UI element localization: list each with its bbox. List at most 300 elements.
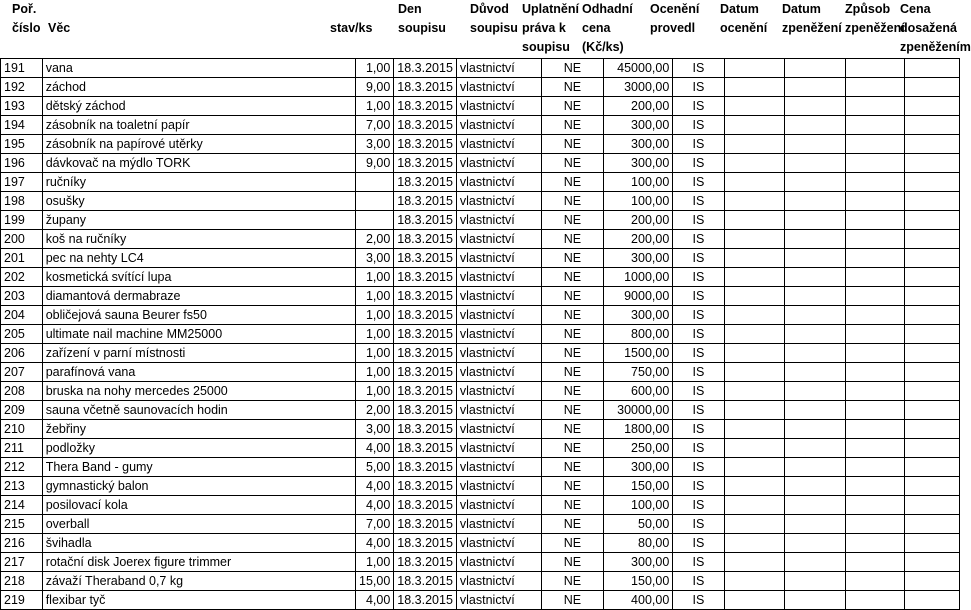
cell-name: Thera Band - gumy: [42, 458, 355, 477]
cell-name: overball: [42, 515, 355, 534]
table-row: [1, 78, 960, 97]
cell-reason: vlastnictví: [456, 553, 541, 572]
cell-qty: 4,00: [356, 591, 394, 610]
cell-price: 300,00: [603, 306, 673, 325]
cell-empty: [904, 591, 959, 610]
cell-reason: vlastnictví: [456, 325, 541, 344]
cell-is: IS: [673, 59, 724, 78]
cell-n: 202: [1, 268, 43, 287]
cell-empty: [846, 477, 905, 496]
cell-name: župany: [42, 211, 355, 230]
cell-empty: [785, 211, 846, 230]
cell-n: 200: [1, 230, 43, 249]
cell-reason: vlastnictví: [456, 458, 541, 477]
cell-is: IS: [673, 439, 724, 458]
cell-empty: [846, 458, 905, 477]
cell-empty: [785, 553, 846, 572]
table-row: [1, 173, 960, 192]
cell-name: sauna včetně saunovacích hodin: [42, 401, 355, 420]
cell-is: IS: [673, 382, 724, 401]
table-row: [1, 59, 960, 78]
cell-empty: [846, 154, 905, 173]
cell-date: 18.3.2015: [394, 534, 457, 553]
cell-empty: [904, 135, 959, 154]
cell-empty: [785, 249, 846, 268]
cell-date: 18.3.2015: [394, 344, 457, 363]
cell-n: 193: [1, 97, 43, 116]
cell-empty: [846, 211, 905, 230]
cell-empty: [904, 344, 959, 363]
cell-reason: vlastnictví: [456, 249, 541, 268]
table-row: [1, 363, 960, 382]
cell-n: 191: [1, 59, 43, 78]
cell-ne: NE: [542, 306, 603, 325]
cell-qty: 1,00: [356, 344, 394, 363]
cell-reason: vlastnictví: [456, 591, 541, 610]
table-row: [1, 439, 960, 458]
cell-empty: [724, 591, 785, 610]
cell-ne: NE: [542, 572, 603, 591]
cell-price: 1800,00: [603, 420, 673, 439]
column-header-line: cena: [582, 21, 611, 35]
cell-is: IS: [673, 211, 724, 230]
cell-ne: NE: [542, 477, 603, 496]
cell-name: záchod: [42, 78, 355, 97]
cell-n: 198: [1, 192, 43, 211]
cell-reason: vlastnictví: [456, 211, 541, 230]
cell-empty: [904, 173, 959, 192]
table-row: [1, 287, 960, 306]
cell-reason: vlastnictví: [456, 363, 541, 382]
cell-empty: [846, 230, 905, 249]
cell-ne: NE: [542, 439, 603, 458]
cell-empty: [724, 211, 785, 230]
cell-empty: [904, 116, 959, 135]
cell-price: 150,00: [603, 572, 673, 591]
cell-price: 300,00: [603, 135, 673, 154]
cell-date: 18.3.2015: [394, 154, 457, 173]
cell-qty: 7,00: [356, 116, 394, 135]
cell-empty: [904, 401, 959, 420]
cell-is: IS: [673, 116, 724, 135]
cell-name: dětský záchod: [42, 97, 355, 116]
cell-name: bruska na nohy mercedes 25000: [42, 382, 355, 401]
cell-qty: 3,00: [356, 249, 394, 268]
table-row: [1, 515, 960, 534]
cell-date: 18.3.2015: [394, 211, 457, 230]
cell-empty: [724, 59, 785, 78]
table-row: [1, 97, 960, 116]
cell-date: 18.3.2015: [394, 363, 457, 382]
cell-empty: [846, 135, 905, 154]
cell-empty: [846, 268, 905, 287]
cell-price: 3000,00: [603, 78, 673, 97]
cell-name: osušky: [42, 192, 355, 211]
cell-n: 210: [1, 420, 43, 439]
cell-ne: NE: [542, 249, 603, 268]
cell-n: 205: [1, 325, 43, 344]
cell-n: 212: [1, 458, 43, 477]
cell-qty: 1,00: [356, 97, 394, 116]
cell-qty: [356, 192, 394, 211]
table-row: [1, 268, 960, 287]
cell-is: IS: [673, 154, 724, 173]
cell-reason: vlastnictví: [456, 97, 541, 116]
cell-empty: [904, 553, 959, 572]
column-header-line: Poř.: [12, 2, 37, 16]
cell-empty: [904, 420, 959, 439]
cell-n: 209: [1, 401, 43, 420]
table-row: [1, 211, 960, 230]
cell-empty: [846, 78, 905, 97]
cell-empty: [846, 420, 905, 439]
cell-empty: [785, 325, 846, 344]
cell-price: 750,00: [603, 363, 673, 382]
cell-empty: [904, 211, 959, 230]
cell-name: diamantová dermabraze: [42, 287, 355, 306]
cell-empty: [724, 249, 785, 268]
cell-empty: [846, 515, 905, 534]
cell-qty: 4,00: [356, 439, 394, 458]
cell-ne: NE: [542, 325, 603, 344]
cell-empty: [904, 59, 959, 78]
cell-ne: NE: [542, 116, 603, 135]
cell-empty: [846, 249, 905, 268]
column-header-odhadni: [582, 0, 633, 57]
cell-n: 216: [1, 534, 43, 553]
cell-empty: [785, 439, 846, 458]
cell-price: 45000,00: [603, 59, 673, 78]
column-header-line: [330, 0, 372, 19]
cell-qty: [356, 173, 394, 192]
cell-ne: NE: [542, 135, 603, 154]
cell-ne: NE: [542, 534, 603, 553]
cell-empty: [846, 344, 905, 363]
cell-empty: [724, 135, 785, 154]
cell-date: 18.3.2015: [394, 591, 457, 610]
cell-is: IS: [673, 363, 724, 382]
cell-reason: vlastnictví: [456, 515, 541, 534]
column-header-line: dosažená: [900, 21, 957, 35]
cell-empty: [724, 230, 785, 249]
cell-empty: [904, 154, 959, 173]
cell-name: flexibar tyč: [42, 591, 355, 610]
cell-price: 300,00: [603, 249, 673, 268]
column-header-line: soupisu: [398, 21, 446, 35]
cell-price: 1000,00: [603, 268, 673, 287]
cell-empty: [904, 572, 959, 591]
cell-empty: [724, 382, 785, 401]
cell-price: 100,00: [603, 496, 673, 515]
table-row: [1, 496, 960, 515]
cell-empty: [904, 287, 959, 306]
cell-is: IS: [673, 420, 724, 439]
cell-qty: 1,00: [356, 268, 394, 287]
column-header-line: ocenění: [720, 21, 768, 35]
cell-name: zařízení v parní místnosti: [42, 344, 355, 363]
cell-empty: [904, 249, 959, 268]
column-header-line: Odhadní: [582, 2, 633, 16]
cell-reason: vlastnictví: [456, 230, 541, 249]
cell-price: 100,00: [603, 173, 673, 192]
cell-n: 215: [1, 515, 43, 534]
cell-ne: NE: [542, 154, 603, 173]
column-header-line: Cena: [900, 2, 931, 16]
cell-n: 211: [1, 439, 43, 458]
cell-empty: [904, 477, 959, 496]
cell-is: IS: [673, 192, 724, 211]
cell-empty: [846, 553, 905, 572]
cell-name: zásobník na toaletní papír: [42, 116, 355, 135]
cell-date: 18.3.2015: [394, 401, 457, 420]
cell-reason: vlastnictví: [456, 192, 541, 211]
table-row: [1, 249, 960, 268]
cell-qty: 1,00: [356, 59, 394, 78]
column-header-line: provedl: [650, 21, 696, 35]
cell-empty: [785, 78, 846, 97]
cell-empty: [904, 192, 959, 211]
column-header-line: soupisu: [470, 21, 518, 35]
cell-reason: vlastnictví: [456, 382, 541, 401]
cell-date: 18.3.2015: [394, 78, 457, 97]
cell-ne: NE: [542, 591, 603, 610]
cell-empty: [846, 306, 905, 325]
cell-date: 18.3.2015: [394, 192, 457, 211]
cell-reason: vlastnictví: [456, 135, 541, 154]
cell-date: 18.3.2015: [394, 496, 457, 515]
cell-name: dávkovač na mýdlo TORK: [42, 154, 355, 173]
table-row: [1, 534, 960, 553]
cell-empty: [846, 534, 905, 553]
table-row: [1, 306, 960, 325]
cell-empty: [724, 78, 785, 97]
cell-empty: [724, 439, 785, 458]
cell-name: podložky: [42, 439, 355, 458]
table-row: [1, 325, 960, 344]
cell-date: 18.3.2015: [394, 135, 457, 154]
table-row: [1, 135, 960, 154]
cell-qty: 2,00: [356, 230, 394, 249]
inventory-table: [0, 58, 960, 610]
cell-date: 18.3.2015: [394, 230, 457, 249]
cell-ne: NE: [542, 173, 603, 192]
cell-qty: 2,00: [356, 401, 394, 420]
cell-empty: [724, 306, 785, 325]
cell-reason: vlastnictví: [456, 420, 541, 439]
cell-date: 18.3.2015: [394, 306, 457, 325]
cell-price: 400,00: [603, 591, 673, 610]
cell-ne: NE: [542, 211, 603, 230]
cell-is: IS: [673, 477, 724, 496]
cell-is: IS: [673, 344, 724, 363]
column-header-line: stav/ks: [330, 21, 373, 35]
cell-empty: [724, 97, 785, 116]
cell-is: IS: [673, 325, 724, 344]
cell-qty: 1,00: [356, 325, 394, 344]
cell-empty: [846, 363, 905, 382]
cell-name: pec na nehty LC4: [42, 249, 355, 268]
cell-is: IS: [673, 591, 724, 610]
cell-is: IS: [673, 306, 724, 325]
cell-empty: [785, 496, 846, 515]
cell-empty: [785, 116, 846, 135]
cell-empty: [724, 173, 785, 192]
cell-date: 18.3.2015: [394, 249, 457, 268]
cell-empty: [904, 268, 959, 287]
cell-is: IS: [673, 249, 724, 268]
cell-empty: [846, 59, 905, 78]
cell-n: 213: [1, 477, 43, 496]
cell-qty: 3,00: [356, 420, 394, 439]
cell-ne: NE: [542, 515, 603, 534]
cell-qty: 4,00: [356, 477, 394, 496]
cell-empty: [785, 591, 846, 610]
cell-n: 192: [1, 78, 43, 97]
cell-price: 250,00: [603, 439, 673, 458]
table-row: [1, 420, 960, 439]
column-header-line: Způsob: [845, 2, 891, 16]
cell-empty: [724, 344, 785, 363]
cell-empty: [785, 59, 846, 78]
cell-name: parafínová vana: [42, 363, 355, 382]
cell-ne: NE: [542, 78, 603, 97]
cell-reason: vlastnictví: [456, 287, 541, 306]
cell-ne: NE: [542, 230, 603, 249]
cell-reason: vlastnictví: [456, 268, 541, 287]
cell-empty: [724, 325, 785, 344]
cell-reason: vlastnictví: [456, 154, 541, 173]
cell-name: gymnastický balon: [42, 477, 355, 496]
cell-empty: [785, 154, 846, 173]
cell-empty: [785, 97, 846, 116]
cell-empty: [846, 116, 905, 135]
table-row: [1, 154, 960, 173]
cell-is: IS: [673, 572, 724, 591]
cell-empty: [724, 192, 785, 211]
cell-ne: NE: [542, 382, 603, 401]
cell-price: 200,00: [603, 211, 673, 230]
cell-qty: 1,00: [356, 287, 394, 306]
cell-empty: [724, 401, 785, 420]
cell-empty: [724, 116, 785, 135]
cell-price: 600,00: [603, 382, 673, 401]
cell-empty: [724, 553, 785, 572]
cell-ne: NE: [542, 496, 603, 515]
cell-qty: 1,00: [356, 382, 394, 401]
cell-date: 18.3.2015: [394, 268, 457, 287]
cell-empty: [724, 572, 785, 591]
table-row: [1, 458, 960, 477]
cell-name: kosmetická svítící lupa: [42, 268, 355, 287]
cell-empty: [904, 325, 959, 344]
column-header-line: Důvod: [470, 2, 509, 16]
table-header: [0, 0, 971, 58]
cell-empty: [724, 496, 785, 515]
cell-qty: 3,00: [356, 135, 394, 154]
table-row: [1, 382, 960, 401]
cell-qty: 1,00: [356, 363, 394, 382]
cell-n: 217: [1, 553, 43, 572]
column-header-line: zpeněžení: [845, 21, 905, 35]
cell-ne: NE: [542, 363, 603, 382]
cell-empty: [846, 496, 905, 515]
cell-empty: [785, 173, 846, 192]
cell-empty: [785, 401, 846, 420]
cell-date: 18.3.2015: [394, 420, 457, 439]
cell-qty: 4,00: [356, 496, 394, 515]
cell-empty: [724, 515, 785, 534]
cell-empty: [785, 230, 846, 249]
cell-ne: NE: [542, 97, 603, 116]
column-header-line: Uplatnění: [522, 2, 579, 16]
cell-n: 208: [1, 382, 43, 401]
cell-reason: vlastnictví: [456, 78, 541, 97]
cell-price: 200,00: [603, 97, 673, 116]
column-header-zpusob: [845, 0, 905, 38]
cell-reason: vlastnictví: [456, 477, 541, 496]
cell-empty: [846, 173, 905, 192]
cell-qty: 4,00: [356, 534, 394, 553]
cell-empty: [904, 439, 959, 458]
cell-empty: [724, 420, 785, 439]
column-header-line: Den: [398, 2, 422, 16]
cell-empty: [904, 363, 959, 382]
cell-reason: vlastnictví: [456, 439, 541, 458]
cell-empty: [724, 534, 785, 553]
column-header-line: zpeněžení: [782, 21, 842, 35]
column-header-oceneni: [650, 0, 699, 38]
column-header-line: Ocenění: [650, 2, 700, 16]
cell-price: 800,00: [603, 325, 673, 344]
cell-ne: NE: [542, 344, 603, 363]
cell-date: 18.3.2015: [394, 458, 457, 477]
cell-is: IS: [673, 135, 724, 154]
cell-empty: [904, 78, 959, 97]
cell-qty: 7,00: [356, 515, 394, 534]
table-row: [1, 477, 960, 496]
column-header-den: [398, 0, 446, 38]
cell-empty: [785, 477, 846, 496]
cell-n: 203: [1, 287, 43, 306]
cell-is: IS: [673, 458, 724, 477]
cell-ne: NE: [542, 420, 603, 439]
cell-price: 200,00: [603, 230, 673, 249]
cell-empty: [904, 534, 959, 553]
cell-name: ručníky: [42, 173, 355, 192]
column-header-line: [48, 0, 70, 19]
cell-date: 18.3.2015: [394, 572, 457, 591]
cell-is: IS: [673, 496, 724, 515]
cell-name: vana: [42, 59, 355, 78]
column-header-uplatneni: [522, 0, 579, 57]
cell-price: 300,00: [603, 154, 673, 173]
cell-name: rotační disk Joerex figure trimmer: [42, 553, 355, 572]
cell-qty: 5,00: [356, 458, 394, 477]
cell-price: 50,00: [603, 515, 673, 534]
cell-is: IS: [673, 97, 724, 116]
cell-date: 18.3.2015: [394, 97, 457, 116]
cell-date: 18.3.2015: [394, 553, 457, 572]
cell-reason: vlastnictví: [456, 534, 541, 553]
cell-qty: 9,00: [356, 154, 394, 173]
cell-empty: [846, 325, 905, 344]
cell-empty: [846, 591, 905, 610]
cell-reason: vlastnictví: [456, 306, 541, 325]
column-header-datum_zpen: [782, 0, 842, 38]
cell-n: 194: [1, 116, 43, 135]
cell-date: 18.3.2015: [394, 439, 457, 458]
cell-qty: 1,00: [356, 306, 394, 325]
